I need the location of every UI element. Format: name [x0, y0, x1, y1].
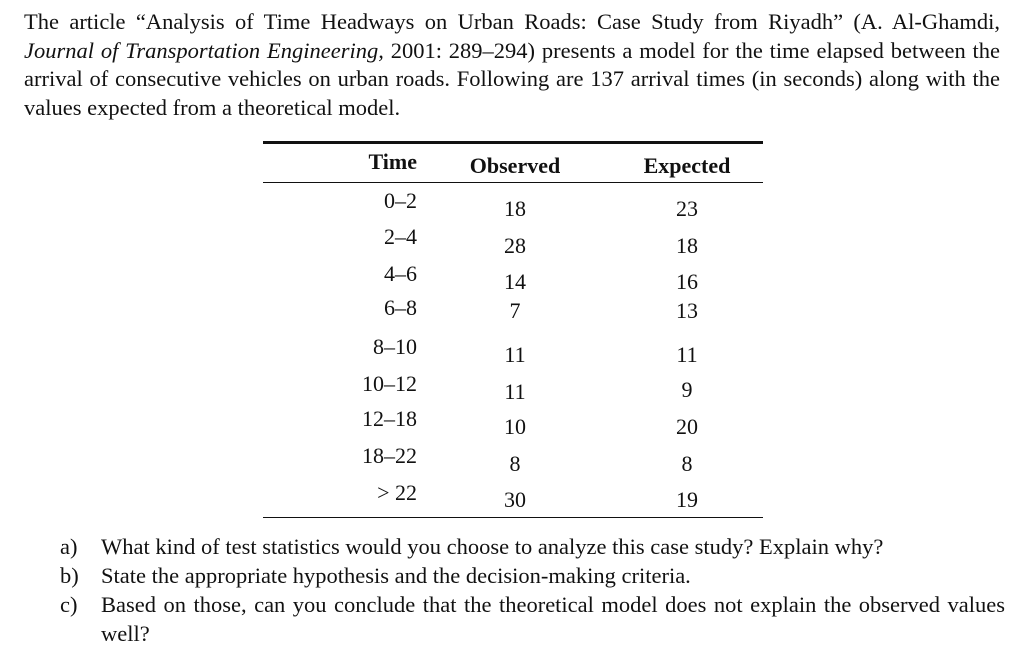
table-header-time: Time: [368, 149, 417, 174]
question-label: b): [60, 563, 79, 588]
table-row-time: 12–18: [362, 406, 417, 431]
table-header-expected-label: Expected: [643, 153, 731, 178]
table-row-time: 10–12: [362, 371, 417, 396]
question-label: a): [60, 534, 78, 559]
table-row-time: 4–6: [384, 261, 417, 286]
problem-intro: [24, 8, 1000, 122]
question-label: c): [60, 592, 78, 617]
table-row-time: 6–8: [384, 295, 417, 320]
headway-table: Time Observed Expected 0–2 18 23 2–4 28 18 4–6 14 16 6–8 7 13 8–10 11 11 10–12 11 9 12–18 10 20 18–22 8 8 > 22 30 19: [263, 141, 763, 518]
question-item: [60, 590, 1005, 648]
table-row-time: 8–10: [373, 334, 417, 359]
question-item: [60, 532, 1005, 561]
journal-name: Journal of Transportation Engineering,: [24, 37, 384, 63]
question-item: [60, 561, 1005, 590]
question-list: [60, 532, 1005, 648]
intro-text-part2: 2001: 289–294) presents a model for the time elapsed between the arrival of consecutive vehicles on urban roads. Following are 137 arrival times (in seconds) along with the values expected from a theoretical model.: [24, 37, 1001, 120]
table-header-observed-label: Observed: [469, 153, 561, 178]
table-row-time: > 22: [377, 480, 417, 505]
table-header-rule: [263, 182, 763, 183]
question-text: Based on those, can you conclude that the theoretical model does not explain the observed values well?: [101, 592, 1005, 646]
question-text: State the appropriate hypothesis and the decision-making criteria.: [101, 563, 691, 588]
table-row-time: 18–22: [362, 443, 417, 468]
question-text: What kind of test statistics would you choose to analyze this case study? Explain why?: [101, 534, 884, 559]
table-row-time: 0–2: [384, 188, 417, 213]
intro-text-part1: The article “Analysis of Time Headways on Urban Roads: Case Study from Riyadh” (A. Al-Ghamdi,: [24, 9, 1000, 34]
table-row-time: 2–4: [384, 224, 417, 249]
